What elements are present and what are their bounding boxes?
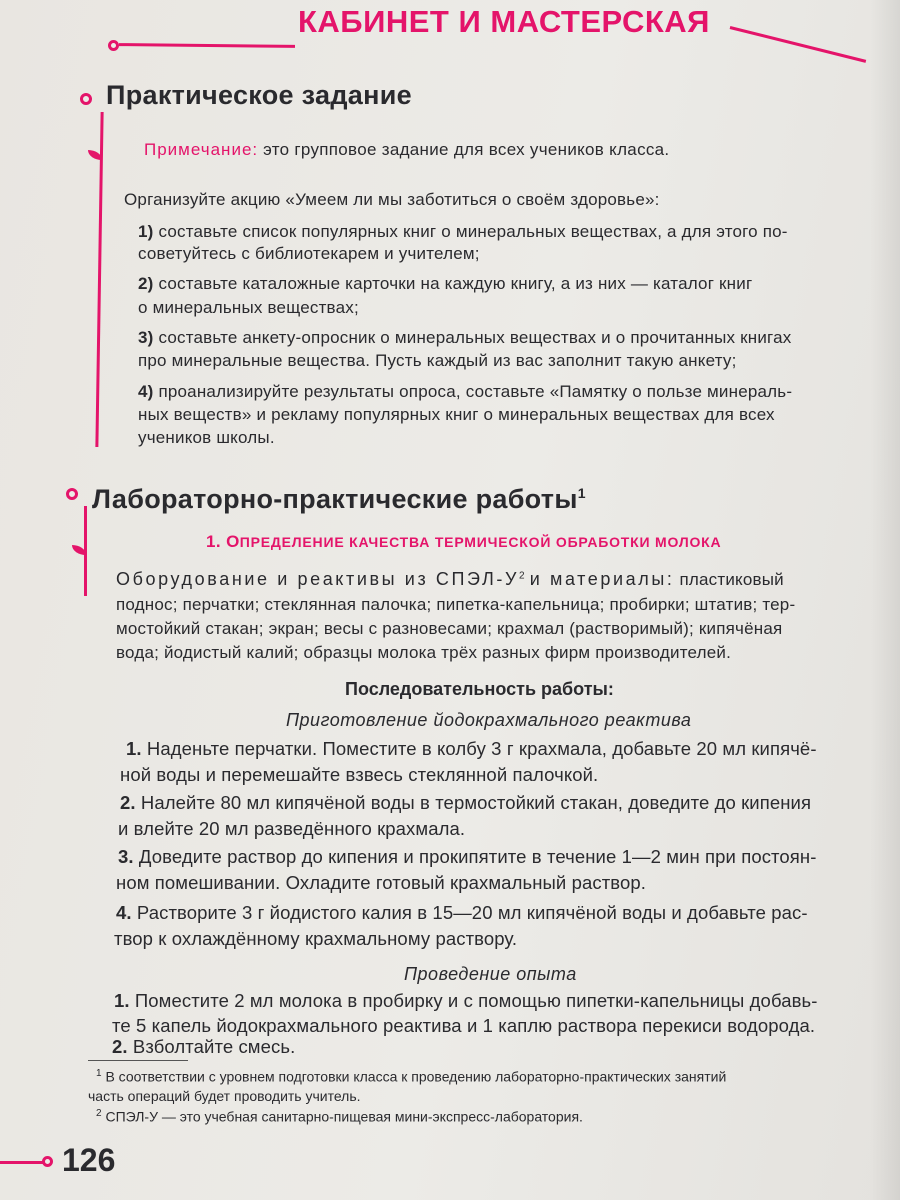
prep-step-4-line2: твор к охлаждённому крахмальному раствору. [114, 928, 518, 949]
practical-item-1-line1: 1) составьте список популярных книг о минеральных веществах, а для этого по- [138, 222, 788, 241]
lab-work-title: 1. ОПРЕДЕЛЕНИЕ КАЧЕСТВА ТЕРМИЧЕСКОЙ ОБРАБОТКИ МОЛОКА [206, 532, 722, 551]
lab-equipment-line2: поднос; перчатки; стеклянная палочка; пипетка-капельница; пробирки; штатив; тер- [116, 595, 796, 614]
page-number: 126 [62, 1142, 116, 1178]
practical-title: Практическое задание [106, 80, 412, 110]
practical-marker-line [95, 112, 103, 447]
header-left-dot [108, 40, 119, 51]
prep-heading: Приготовление йодокрахмального реактива [286, 710, 692, 730]
practical-intro: Организуйте акцию «Умеем ли мы заботиться о своём здоровье»: [124, 190, 660, 209]
prep-step-1-line2: ной воды и перемешайте взвесь стеклянной палочкой. [120, 764, 599, 785]
prep-step-3-line2: ном помешивании. Охладите готовый крахмальный раствор. [116, 872, 647, 893]
exp-step-1-line1: 1. Поместите 2 мл молока в пробирку и с помощью пипетки-капельницы добавь- [114, 990, 818, 1011]
note-label: Примечание: [144, 140, 259, 159]
practical-item-4-line2: ных веществ» и рекламу популярных книг о минеральных веществах для всех [138, 405, 775, 424]
practical-marker-dot [80, 93, 92, 105]
page-edge-shadow [870, 0, 900, 1200]
section-header-title: КАБИНЕТ И МАСТЕРСКАЯ [298, 4, 710, 39]
practical-item-3-line2: про минеральные вещества. Пусть каждый из вас заполнит такую анкету; [138, 351, 737, 370]
exp-step-1-line2: те 5 капель йодокрахмального реактива и 1 каплю раствора перекиси водорода. [112, 1015, 816, 1036]
prep-step-3-line1: 3. Доведите раствор до кипения и прокипятите в течение 1—2 мин при постоян- [118, 846, 817, 867]
practical-item-1-line2: советуйтесь с библиотекарем и учителем; [138, 244, 480, 263]
sequence-heading: Последовательность работы: [345, 679, 614, 699]
practical-item-4-line1: 4) проанализируйте результаты опроса, составьте «Памятку о пользе минераль- [138, 382, 793, 401]
footnote-2: $^2$ СПЭЛ-У — это учебная санитарно-пищевая мини-экспресс-лаборатория. [96, 1108, 583, 1125]
lab-equipment-line3: мостойкий стакан; экран; весы с разновесами; крахмал (растворимый); кипячёная [116, 619, 783, 638]
experiment-heading: Проведение опыта [404, 964, 577, 984]
lab-equipment-line1: Оборудование и реактивы из СПЭЛ-$У^2$ и материалы: пластиковый [116, 569, 784, 589]
practical-item-3-line1: 3) составьте анкету-опросник о минеральных веществах и о прочитанных книгах [138, 328, 792, 347]
exp-step-2: 2. Взболтайте смесь. [112, 1036, 296, 1057]
header-right-line [730, 26, 867, 63]
page-number-dot [42, 1156, 53, 1167]
lab-marker-dot [66, 488, 78, 500]
page-number-line [0, 1161, 44, 1164]
lab-title: Лабораторно-практические работы$^1$ [92, 484, 586, 514]
footnote-rule [88, 1060, 188, 1061]
practical-item-2-line2: о минеральных веществах; [138, 298, 359, 317]
lab-equipment-line4: вода; йодистый калий; образцы молока трёх разных фирм производителей. [116, 643, 732, 662]
prep-step-2-line1: 2. Налейте 80 мл кипячёной воды в термостойкий стакан, доведите до кипения [120, 792, 812, 813]
prep-step-2-line2: и влейте 20 мл разведённого крахмала. [118, 818, 466, 839]
practical-item-4-line3: учеников школы. [138, 428, 275, 447]
footnote-1-line2: часть операций будет проводить учитель. [88, 1088, 361, 1104]
prep-step-1-line1: 1. Наденьте перчатки. Поместите в колбу 3 г крахмала, добавьте 20 мл кипячё- [126, 738, 817, 759]
prep-step-4-line1: 4. Растворите 3 г йодистого калия в 15—20 мл кипячёной воды и добавьте рас- [116, 902, 808, 923]
practical-note [144, 140, 669, 160]
header-left-line [119, 43, 295, 48]
note-text: это групповое задание для всех учеников класса. [263, 140, 670, 159]
practical-item-2-line1: 2) составьте каталожные карточки на каждую книгу, а из них — каталог книг [138, 274, 753, 293]
footnote-1-line1: $^1$ В соответствии с уровнем подготовки класса к проведению лабораторно-практических занятий [96, 1068, 727, 1085]
